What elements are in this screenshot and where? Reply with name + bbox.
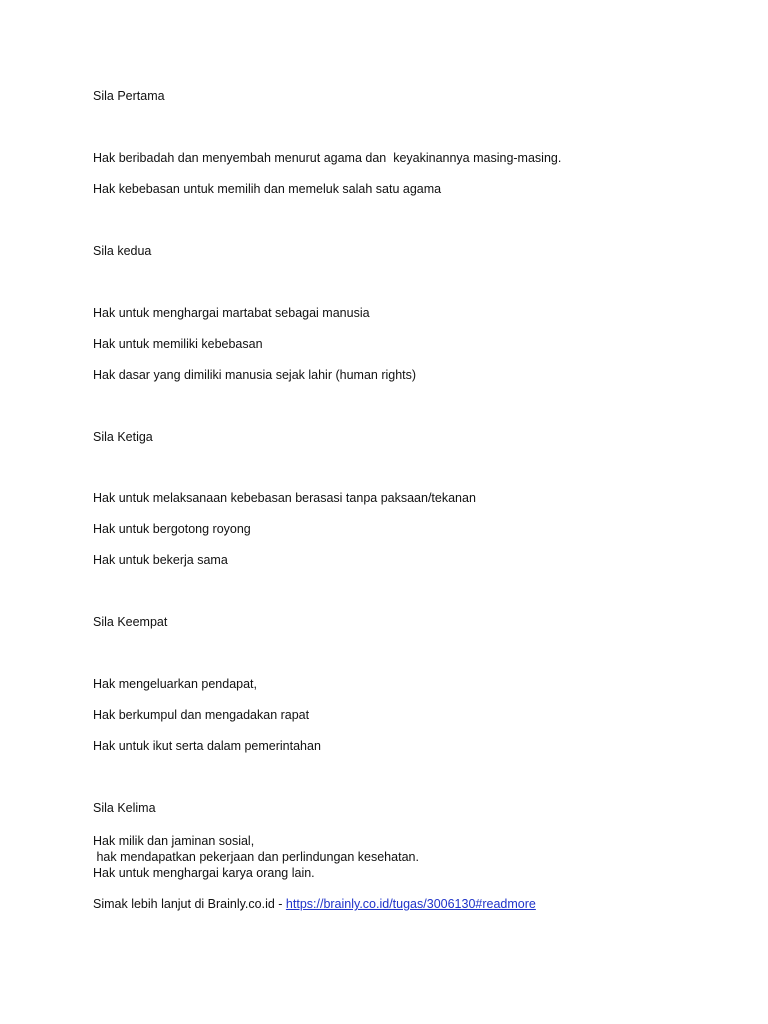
list-item: Hak mengeluarkan pendapat, xyxy=(93,677,258,691)
list-item: Hak dasar yang dimiliki manusia sejak lahir (human rights) xyxy=(93,368,417,382)
section-heading-sila-keempat: Sila Keempat xyxy=(93,615,168,629)
list-item: Hak untuk melaksanaan kebebasan berasasi tanpa paksaan/tekanan xyxy=(93,491,476,505)
list-item: Hak untuk ikut serta dalam pemerintahan xyxy=(93,739,321,753)
source-link[interactable]: https://brainly.co.id/tugas/3006130#readmore xyxy=(285,897,536,911)
list-item: Hak milik dan jaminan sosial, xyxy=(93,834,255,848)
list-item: Hak berkumpul dan mengadakan rapat xyxy=(93,708,310,722)
list-item: Hak beribadah dan menyembah menurut agama dan keyakinannya masing-masing. xyxy=(93,151,562,165)
source-line xyxy=(93,896,536,912)
section-heading-sila-ketiga: Sila Ketiga xyxy=(93,430,153,444)
list-item: Hak kebebasan untuk memilih dan memeluk salah satu agama xyxy=(93,182,442,196)
source-prefix: Simak lebih lanjut di Brainly.co.id - xyxy=(93,897,286,911)
list-item: Hak untuk menghargai karya orang lain. xyxy=(93,866,315,880)
list-item: Hak untuk bekerja sama xyxy=(93,553,228,567)
section-heading-sila-kelima: Sila Kelima xyxy=(93,801,156,815)
section-heading-sila-kedua: Sila kedua xyxy=(93,244,152,258)
list-item: Hak untuk memiliki kebebasan xyxy=(93,337,263,351)
list-item: Hak untuk menghargai martabat sebagai manusia xyxy=(93,306,370,320)
section-heading-sila-pertama: Sila Pertama xyxy=(93,89,165,103)
list-item: hak mendapatkan pekerjaan dan perlindungan kesehatan. xyxy=(93,850,419,864)
list-item: Hak untuk bergotong royong xyxy=(93,522,251,536)
